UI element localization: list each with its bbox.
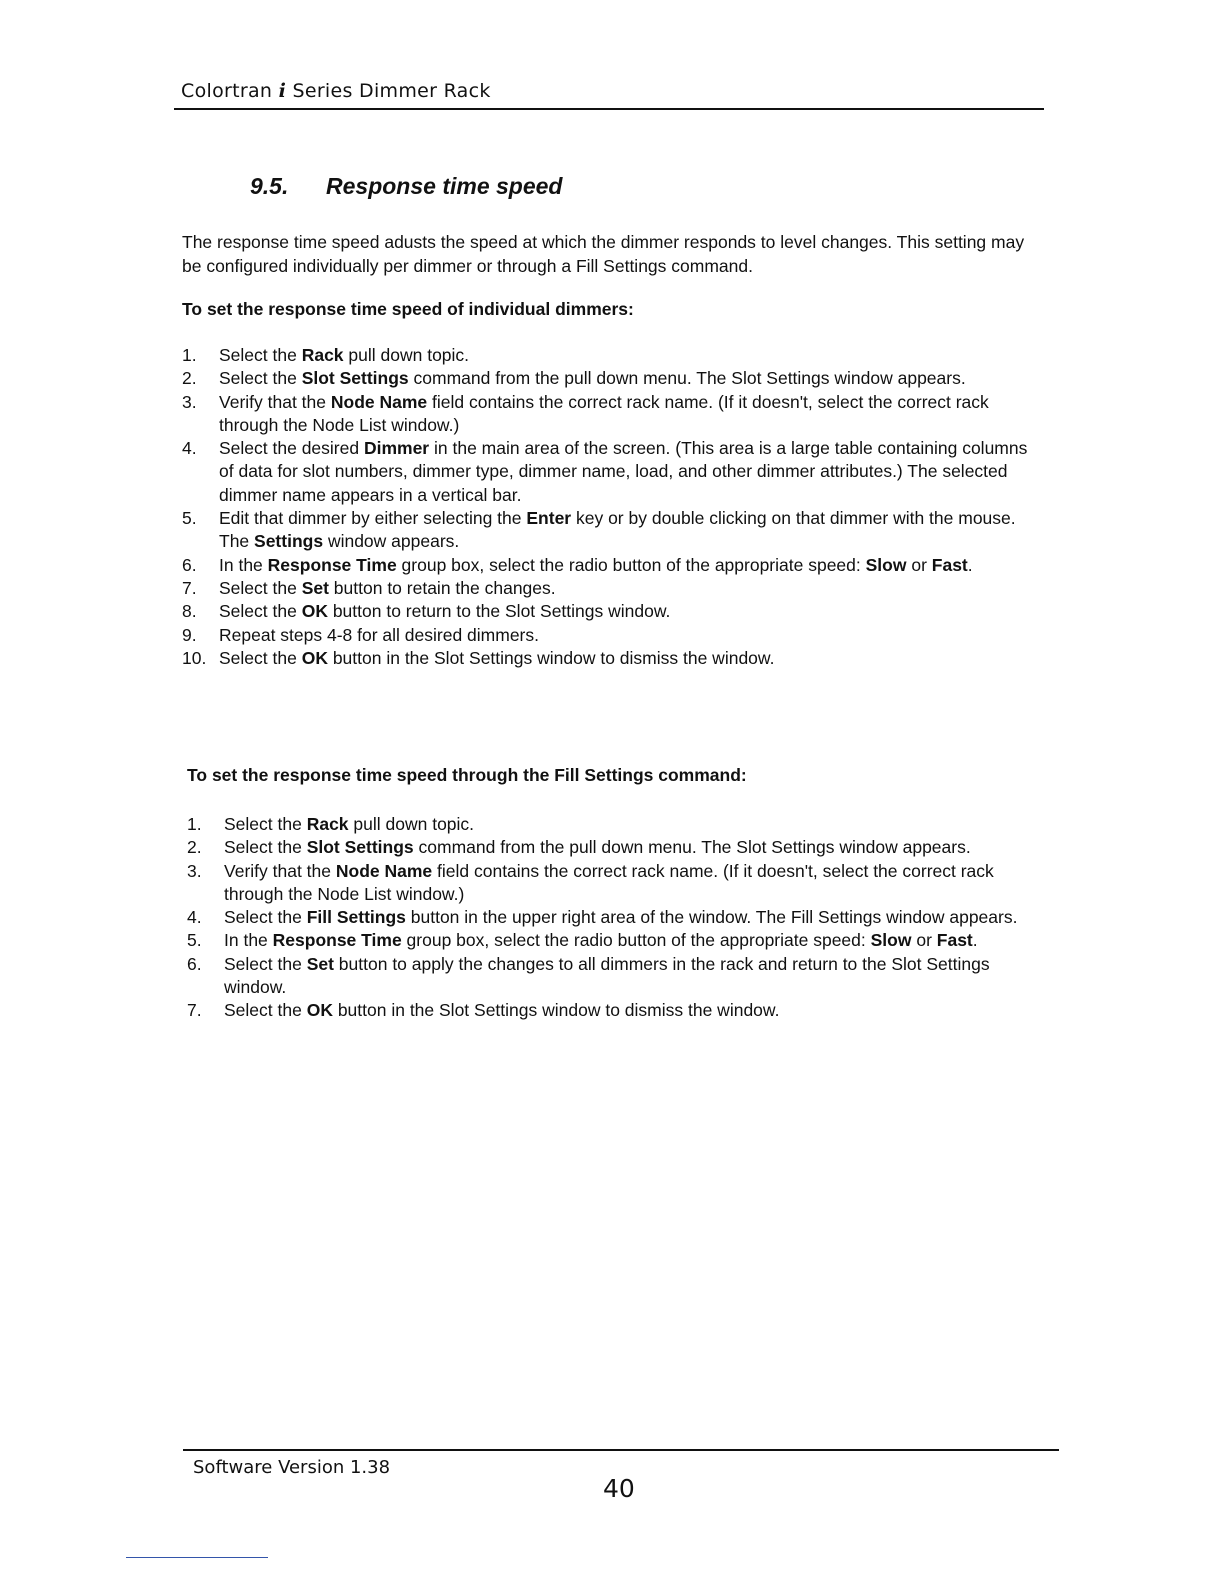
step-term: Fast	[931, 554, 968, 575]
step-term: Slot Settings	[301, 368, 409, 389]
step-text: Verify that the	[224, 860, 336, 881]
step-text: button in the Slot Settings window to dismiss the window.	[327, 647, 775, 668]
step-text: Select the	[219, 368, 302, 389]
procedure1-step	[182, 391, 1042, 438]
procedure2-step	[187, 860, 1047, 907]
procedure2-step	[187, 953, 1047, 1000]
procedure2-heading: To set the response time speed through the Fill Settings command:	[187, 765, 747, 785]
intro-paragraph: The response time speed adusts the speed at which the dimmer responds to level changes. This setting may be configured individually per dimmer or through a Fill Settings command.	[182, 232, 1025, 276]
step-term: Fast	[936, 930, 973, 951]
step-text: in the main area of the screen. (This area is a large table containing columns of data for slot numbers, dimmer type, dimmer name, load, and other dimmer attributes.) The selected dimmer name appears in a vertical bar.	[219, 438, 1028, 505]
step-number: 10.	[182, 647, 207, 668]
procedure1-step	[182, 437, 1042, 507]
step-text: Select the	[224, 1000, 307, 1021]
step-term: Enter	[526, 508, 572, 529]
step-text: Select the	[219, 345, 302, 365]
procedure1-step	[182, 577, 1042, 600]
step-text: key or by double clicking on that dimmer with the mouse. The	[219, 508, 1016, 552]
page-number: 40	[603, 1474, 635, 1503]
step-number: 9.	[182, 624, 197, 645]
step-term: Rack	[301, 345, 344, 365]
procedure2-step	[187, 813, 1047, 836]
step-text: or	[906, 554, 932, 575]
step-number: 4.	[187, 907, 202, 928]
step-text: field contains the correct rack name. (If it doesn't, select the correct rack through the Node List window.)	[219, 391, 989, 435]
step-number: 3.	[182, 391, 197, 412]
footer-version: Software Version 1.38	[193, 1457, 391, 1478]
step-term: Node Name	[330, 391, 428, 412]
step-number: 6.	[182, 554, 197, 575]
step-text: field contains the correct rack name. (If it doesn't, select the correct rack through the Node List window.)	[224, 860, 994, 904]
step-term: Node Name	[335, 860, 433, 881]
procedure1-step	[182, 647, 1042, 670]
step-text: Select the	[224, 837, 307, 858]
procedure1-step	[182, 624, 1042, 647]
step-text: Select the	[224, 814, 307, 834]
step-term: Fill Settings	[306, 907, 406, 928]
step-number: 4.	[182, 438, 197, 459]
step-text: Select the	[224, 953, 307, 974]
step-number: 1.	[187, 814, 202, 834]
step-text: command from the pull down menu. The Slot Settings window appears.	[408, 368, 966, 389]
procedure1-heading: To set the response time speed of individual dimmers:	[182, 299, 634, 319]
step-term: OK	[306, 1000, 333, 1021]
step-term: OK	[301, 601, 328, 622]
step-term: Response Time	[267, 554, 397, 575]
step-number: 1.	[182, 345, 197, 365]
step-number: 2.	[182, 368, 197, 389]
step-text: button in the upper right area of the window. The Fill Settings window appears.	[405, 907, 1018, 928]
step-text: Select the desired	[219, 438, 364, 459]
section-title: Response time speed	[326, 173, 563, 199]
step-text: button to apply the changes to all dimmers in the rack and return to the Slot Settings window.	[224, 953, 990, 998]
header-title-pre: Colortran	[181, 80, 279, 102]
step-term: Set	[306, 953, 334, 974]
step-number: 2.	[187, 837, 202, 858]
step-text: button to retain the changes.	[328, 577, 556, 598]
step-term: Dimmer	[363, 438, 430, 459]
step-term: Set	[301, 577, 329, 598]
step-number: 3.	[187, 860, 202, 881]
step-text: Repeat steps 4-8 for all desired dimmers.	[219, 624, 539, 645]
step-number: 5.	[187, 930, 202, 951]
step-text: Verify that the	[219, 391, 331, 412]
step-text: group box, select the radio button of the appropriate speed:	[396, 554, 866, 575]
procedure1-step	[182, 507, 1042, 554]
header-title-i: i	[278, 80, 287, 102]
step-text: Select the	[219, 601, 302, 622]
step-text: button in the Slot Settings window to dismiss the window.	[332, 1000, 780, 1021]
step-text: In the	[219, 554, 268, 575]
procedure2-steps	[187, 813, 1047, 1023]
step-number: 5.	[182, 508, 197, 529]
step-text: In the	[224, 930, 273, 951]
step-text: command from the pull down menu. The Slot Settings window appears.	[413, 837, 971, 858]
step-text: button to return to the Slot Settings window.	[327, 601, 671, 622]
step-term: Slow	[870, 930, 912, 951]
section-heading	[250, 173, 562, 200]
step-text: Edit that dimmer by either selecting the	[219, 508, 527, 529]
procedure2-step	[187, 929, 1047, 952]
step-text: window appears.	[323, 531, 460, 552]
step-text: group box, select the radio button of the appropriate speed:	[401, 930, 871, 951]
scan-edge-line	[126, 1557, 268, 1558]
step-text: Select the	[219, 577, 302, 598]
step-number: 8.	[182, 601, 197, 622]
step-term: Response Time	[272, 930, 402, 951]
page-header	[174, 78, 1044, 110]
step-text: .	[967, 554, 973, 575]
step-number: 7.	[182, 577, 197, 598]
step-number: 7.	[187, 1000, 202, 1021]
step-term: Rack	[306, 814, 349, 834]
step-term: Settings	[254, 531, 324, 552]
header-title	[181, 80, 491, 102]
step-text: pull down topic.	[343, 345, 470, 365]
procedure2-step	[187, 906, 1047, 929]
procedure2-step	[187, 836, 1047, 859]
procedure1-step	[182, 600, 1042, 623]
procedure1-step	[182, 554, 1042, 577]
footer-rule	[183, 1449, 1059, 1451]
step-term: OK	[301, 647, 328, 668]
procedure1-steps	[182, 344, 1042, 670]
step-text: Select the	[224, 907, 307, 928]
step-text: .	[972, 930, 978, 951]
step-text: Select the	[219, 647, 302, 668]
section-number: 9.5.	[250, 173, 289, 199]
procedure1-step	[182, 367, 1042, 390]
step-number: 6.	[187, 953, 202, 974]
step-text: or	[911, 930, 937, 951]
step-text: pull down topic.	[348, 814, 475, 834]
procedure2-step	[187, 999, 1047, 1022]
step-term: Slot Settings	[306, 837, 414, 858]
step-term: Slow	[865, 554, 907, 575]
procedure1-step	[182, 344, 1042, 367]
header-title-post: Series Dimmer Rack	[286, 80, 491, 102]
